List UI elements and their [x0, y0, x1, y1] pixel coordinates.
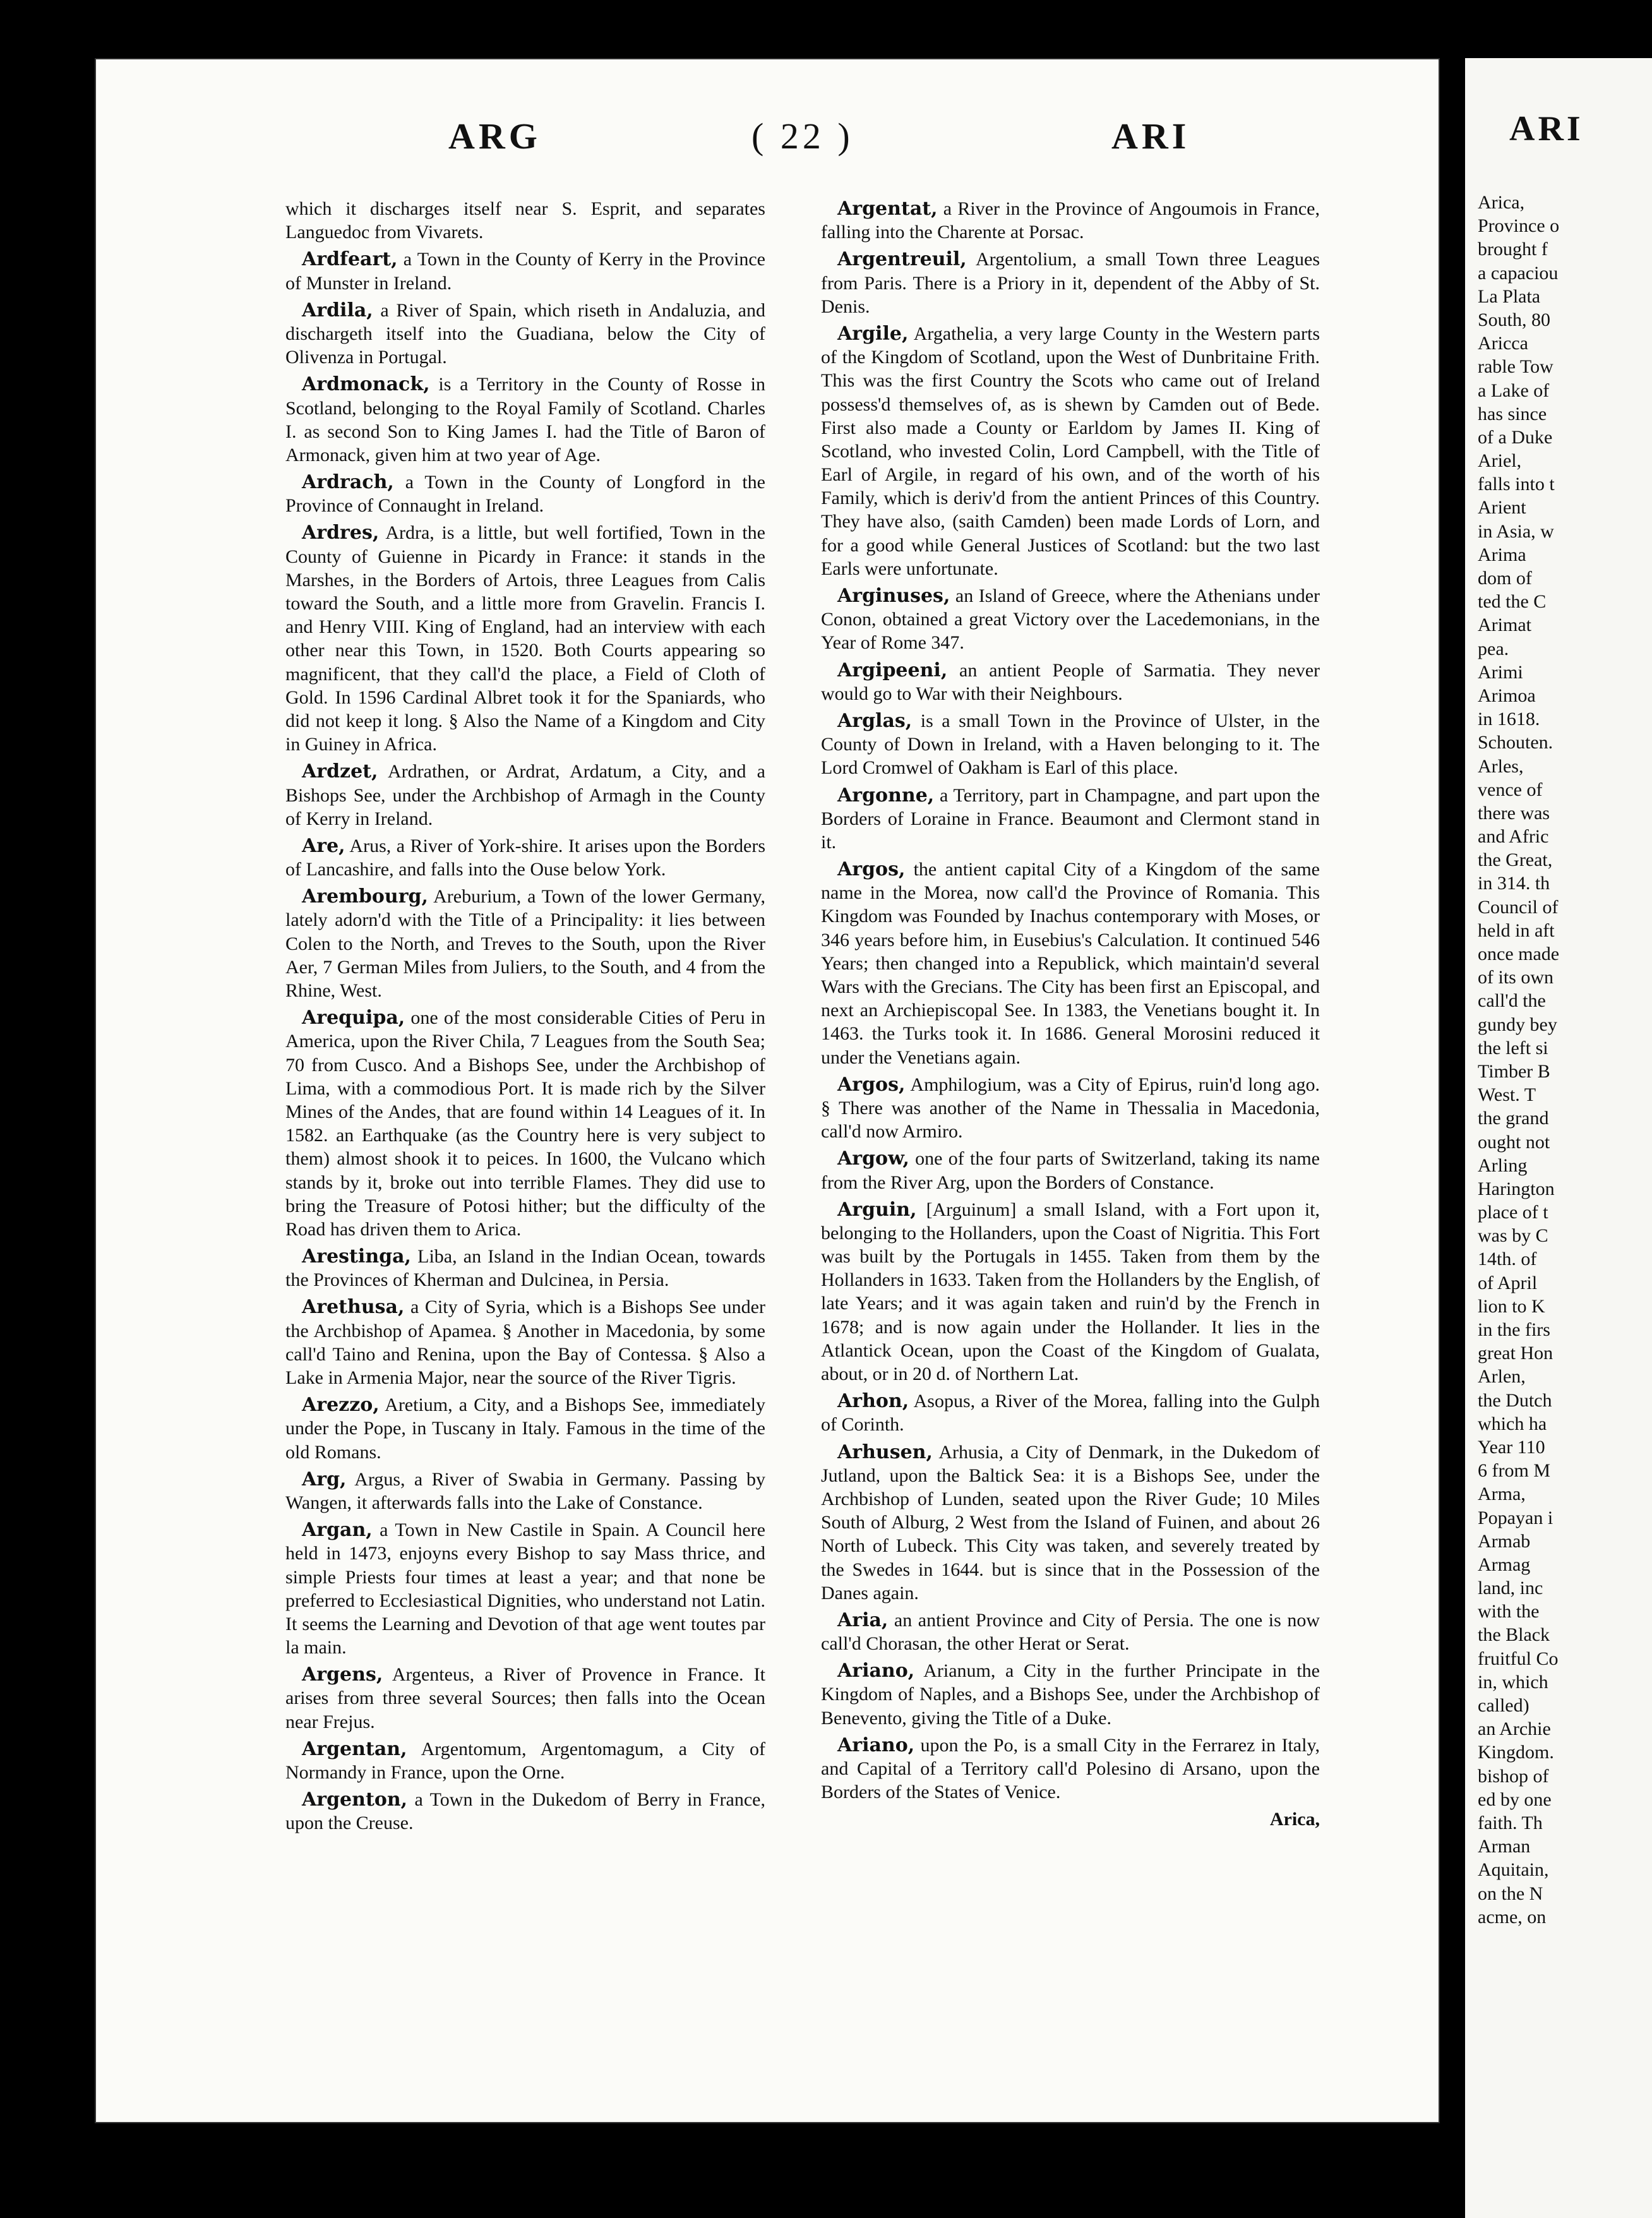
next-page-line: ought not	[1478, 1131, 1550, 1153]
next-page-line: South, 80	[1478, 309, 1551, 330]
left-column	[285, 197, 765, 1839]
dictionary-entry	[821, 709, 1320, 780]
entry-text: one of the four parts of Switzerland, taking its name from the River Arg, upon the Borders of Constance.	[821, 1148, 1320, 1193]
entry-text: Liba, an Island in the Indian Ocean, towards the Provinces of Kherman and Dulcinea, in Persia.	[285, 1246, 765, 1291]
dictionary-entry	[821, 322, 1320, 580]
entry-text: a River of Spain, which riseth in Andaluzia, and dischargeth itself into the Guadiana, below the City of Olivenza in Portugal.	[285, 299, 765, 368]
next-page-line: Year 110	[1478, 1436, 1545, 1458]
next-page-line: held in aft	[1478, 920, 1555, 941]
dictionary-entry	[821, 1659, 1320, 1730]
next-page-line: the Great,	[1478, 849, 1553, 871]
next-page-line: has since	[1478, 403, 1547, 424]
entry-text: Amphilogium, was a City of Epirus, ruin'd long ago. § There was another of the Name in Thessalia in Macedonia, call'd now Armiro.	[821, 1074, 1320, 1142]
next-page-line: land, inc	[1478, 1578, 1543, 1599]
entry-headword: Ardmonack,	[302, 373, 430, 396]
next-page-line: Schouten.	[1478, 732, 1553, 753]
entry-text: is a small Town in the Province of Ulster, in the County of Down in Ireland, with a Haven belonging to it. The Lord Cromwel of Oakham is Earl of this place.	[821, 710, 1320, 779]
next-page-line: acme, on	[1478, 1906, 1547, 1927]
next-page-line: a Lake of	[1478, 380, 1550, 401]
dictionary-entry	[821, 1734, 1320, 1804]
next-page-line: Arling	[1478, 1154, 1528, 1176]
dictionary-entry	[821, 1441, 1320, 1605]
dictionary-entry	[821, 1389, 1320, 1436]
entry-text: upon the Po, is a small City in the Ferrarez in Italy, and Capital of a Territory call'd Polesino di Arsano, upon the Borders of the States of Venice.	[821, 1734, 1320, 1803]
entry-text: which it discharges itself near S. Esprit, and separates Languedoc from Vivarets.	[285, 198, 765, 243]
entry-headword: Argenton,	[302, 1789, 408, 1811]
dictionary-entry	[285, 248, 765, 294]
next-page-line: call'd the	[1478, 990, 1546, 1012]
entry-headword: Are,	[302, 834, 345, 857]
dictionary-entry	[821, 858, 1320, 1069]
dictionary-entry	[821, 1147, 1320, 1194]
next-page-line: falls into t	[1478, 474, 1555, 495]
entry-headword: Ariano,	[837, 1660, 915, 1682]
dictionary-entry	[285, 1006, 765, 1241]
entry-text: Arus, a River of York-shire. It arises upon the Borders of Lancashire, and falls into the Ouse below York.	[285, 835, 765, 880]
next-page-line: gundy bey	[1478, 1014, 1557, 1035]
next-page-line: once made	[1478, 944, 1560, 964]
next-page-line: was by C	[1478, 1225, 1548, 1247]
next-page-running-head: ARI	[1509, 109, 1584, 148]
entry-headword: Argens,	[302, 1664, 383, 1686]
next-page-line: Kingdom.	[1478, 1742, 1554, 1763]
next-page-line: the left si	[1478, 1037, 1548, 1058]
next-page-line: there was	[1478, 802, 1550, 824]
next-page-line: in 314. th	[1478, 873, 1550, 894]
entry-text: Aretium, a City, and a Bishops See, immediately under the Pope, in Tuscany in Italy. Famous in the time of the old Romans.	[285, 1394, 765, 1463]
next-page-line: fruitful Co	[1478, 1648, 1559, 1669]
next-page-line: 6 from M	[1478, 1460, 1550, 1482]
entry-headword: Argentat,	[837, 198, 938, 220]
entry-headword: Argos,	[837, 1073, 906, 1096]
entry-headword: Ardfeart,	[302, 248, 398, 271]
entry-headword: Arequipa,	[302, 1007, 405, 1029]
next-page-line: great Hon	[1478, 1343, 1553, 1364]
next-page-line: of a Duke	[1478, 426, 1553, 448]
entry-headword: Ardzet,	[302, 760, 378, 783]
entry-text: Argentomum, Argentomagum, a City of Normandy in France, upon the Orne.	[285, 1738, 765, 1783]
next-page-line: faith. Th	[1478, 1812, 1543, 1833]
next-page-line: in the firs	[1478, 1319, 1550, 1340]
dictionary-entry	[285, 299, 765, 369]
next-page-line: the Dutch	[1478, 1389, 1552, 1411]
entry-headword: Ardila,	[302, 299, 373, 321]
entry-headword: Argile,	[837, 322, 909, 345]
next-page-line: Arimat	[1478, 614, 1531, 636]
next-page-line: Arima	[1478, 544, 1526, 565]
next-page-line: Arimoa	[1478, 685, 1536, 706]
dictionary-entry	[285, 373, 765, 467]
dictionary-entry	[285, 1393, 765, 1464]
next-page-line: of April	[1478, 1272, 1538, 1293]
dictionary-entry	[821, 1609, 1320, 1655]
next-page-line: Arlen,	[1478, 1366, 1526, 1388]
running-head-right: ARI	[1111, 116, 1190, 157]
entry-headword: Argentan,	[302, 1737, 407, 1760]
dictionary-entry	[821, 1198, 1320, 1386]
dictionary-entry	[821, 584, 1320, 655]
dictionary-entry	[285, 1245, 765, 1292]
entry-text: an antient People of Sarmatia. They never would go to War with their Neighbours.	[821, 659, 1320, 704]
dictionary-entry	[821, 784, 1320, 854]
next-page-line: Ariel,	[1478, 450, 1522, 472]
next-page-fragment	[1465, 58, 1652, 2218]
entry-headword: Arezzo,	[302, 1394, 380, 1417]
next-page-line: Popayan i	[1478, 1507, 1553, 1528]
next-page-line: of its own	[1478, 967, 1553, 988]
entry-text: Ardrathen, or Ardrat, Ardatum, a City, and a Bishops See, under the Archbishop of Armagh in the County of Kerry in Ireland.	[285, 761, 765, 829]
page-number: ( 22 )	[751, 116, 854, 157]
next-page-line: lion to K	[1478, 1295, 1545, 1317]
entry-headword: Ardrach,	[302, 471, 394, 494]
next-page-line: Aricca	[1478, 333, 1528, 354]
entry-text: Ardra, is a little, but well fortified, Town in the County of Guienne in Picardy in France: it stands in the Marshes, in the Borders of Artois, three Leagues from Calis toward the South, and a little more from Gravelin. Francis I. and Henry VIII. King of England, had an interview with each other near this Town, in 1520. Both Courts appearing so magnificent, that they call'd the place, a Field of Cloth of Gold. In 1596 Cardinal Albret took it for the Spaniards, who did not keep it long. § Also the Name of a Kingdom and City in Guiney in Africa.	[285, 522, 765, 755]
right-column	[821, 197, 1320, 1831]
next-page-line: 14th. of	[1478, 1249, 1537, 1270]
running-head	[95, 115, 1440, 184]
next-page-line: Arles,	[1478, 755, 1524, 777]
next-page-line: ted the C	[1478, 591, 1547, 613]
next-page-line: with the	[1478, 1601, 1540, 1622]
entry-text: Argentolium, a small Town three Leagues from Paris. There is a Priory in it, dependent of the Abby of St. Denis.	[821, 249, 1320, 317]
dictionary-entry	[821, 248, 1320, 318]
entry-text: a River in the Province of Angoumois in France, falling into the Charente at Porsac.	[821, 198, 1320, 243]
next-page-line: Council of	[1478, 896, 1559, 918]
next-page-line: which ha	[1478, 1413, 1547, 1434]
entry-text: the antient capital City of a Kingdom of the same name in the Morea, now call'd the Province of Romania. This Kingdom was Founded by Inachus contemporary with Moses, or 346 years before him, in Eusebius's Calculation. It continued 546 Years; then changed into a Republick, which maintain'd several Wars with the Grecians. The City has been first an Episcopal, and next an Archiepiscopal See. In 1383, the Venetians bought it. In 1463. the Turks took it. In 1686. General Morosini reduced it under the Venetians again.	[821, 859, 1320, 1068]
next-page-line: Arma,	[1478, 1484, 1526, 1505]
entry-headword: Argentreuil,	[837, 248, 967, 271]
entry-headword: Arhusen,	[837, 1441, 933, 1463]
next-page-line: Arman	[1478, 1836, 1531, 1857]
entry-headword: Argonne,	[837, 784, 935, 806]
running-head-left: ARG	[448, 116, 541, 157]
next-page-line: ed by one	[1478, 1789, 1552, 1810]
entry-headword: Arg,	[302, 1468, 347, 1490]
entry-text: an Island of Greece, where the Athenians under Conon, obtained a great Victory over the Lacedemonians, in the Year of Rome 347.	[821, 585, 1320, 654]
dictionary-entry	[285, 1737, 765, 1784]
entry-text: a Territory, part in Champagne, and part upon the Borders of Loraine in France. Beaumont and Clermont stand in it.	[821, 784, 1320, 853]
next-page-line: Armab	[1478, 1530, 1531, 1552]
entry-text: a City of Syria, which is a Bishops See under the Archbishop of Apamea. § Another in Macedonia, by some call'd Taino and Renina, upon the Bay of Contessa. § Also a Lake in Armenia Major, near the source of the River Tigris.	[285, 1297, 765, 1388]
entry-text: a Town in the County of Kerry in the Province of Munster in Ireland.	[285, 249, 765, 294]
dictionary-entry	[285, 1663, 765, 1734]
next-page-line: Province o	[1478, 215, 1560, 237]
entry-text: Arianum, a City in the further Principate in the Kingdom of Naples, and a Bishops See, under the Archbishop of Benevento, giving the Title of a Duke.	[821, 1660, 1320, 1729]
next-page-line: Timber B	[1478, 1060, 1550, 1082]
next-page-line: Aquitain,	[1478, 1859, 1549, 1881]
next-page-line: a capaciou	[1478, 262, 1559, 284]
entry-headword: Arguin,	[837, 1198, 917, 1221]
entry-headword: Aria,	[837, 1609, 889, 1631]
next-page-line: called)	[1478, 1695, 1529, 1716]
next-page-line: on the N	[1478, 1883, 1543, 1904]
next-page-line: vence of	[1478, 779, 1543, 800]
dictionary-entry	[285, 760, 765, 830]
entry-headword: Arethusa,	[302, 1296, 405, 1319]
next-page-line: brought f	[1478, 239, 1548, 260]
next-page-line: Arient	[1478, 497, 1526, 519]
entry-text: one of the most considerable Cities of Peru in America, upon the River Chila, 7 Leagues from the South Sea; 70 from Cusco. And a Bishops See, under the Archbishop of Lima, with a commodious Port. It is made rich by the Silver Mines of the Andes, that are found within 14 Leagues of it. In 1582. an Earthquake (as the Country here is very subject to them) almost shook it to peices. In 1600, the Vulcano which stands by it, broke out into terrible Flames. They did use to bring the Treasure of Potosi hither; but the difficulty of the Road has driven them to Arica.	[285, 1007, 765, 1240]
next-page-line: Armag	[1478, 1554, 1531, 1575]
entry-text: Argus, a River of Swabia in Germany. Passing by Wangen, it afterwards falls into the Lake of Constance.	[285, 1468, 765, 1513]
dictionary-entry	[285, 1468, 765, 1514]
entry-text: Argenteus, a River of Provence in France. It arises from three several Sources; then falls into the Ocean near Frejus.	[285, 1664, 765, 1732]
entry-text: a Town in the Dukedom of Berry in France, upon the Creuse.	[285, 1789, 765, 1834]
entry-headword: Arhon,	[837, 1390, 909, 1413]
next-page-line: Harington	[1478, 1178, 1555, 1199]
next-page-line: in Asia, w	[1478, 520, 1554, 542]
next-page-line: the Black	[1478, 1624, 1550, 1646]
entry-headword: Arglas,	[837, 709, 913, 732]
entry-text: a Town in the County of Longford in the Province of Connaught in Ireland.	[285, 472, 765, 517]
next-page-line: rable Tow	[1478, 356, 1553, 378]
next-page-line: dom of	[1478, 568, 1532, 589]
entry-text: [Arguinum] a small Island, with a Fort upon it, belonging to the Hollanders, upon the Coast of Nigritia. This Fort was built by the Portugals in 1455. Taken from them by the Hollanders in 1633. Taken from the Hollanders by the English, of late Years; and it was again taken and ruin'd by the French in 1678; and is now again under the Hollander. It lies in the Atlantick Ocean, upon the Coast of the Kingdom of Gualata, about, or in 20 d. of Northern Lat.	[821, 1199, 1320, 1384]
dictionary-entry	[285, 1295, 765, 1389]
next-page-line: in 1618.	[1478, 709, 1540, 730]
dictionary-entry	[285, 1518, 765, 1659]
next-page-line: in, which	[1478, 1671, 1548, 1693]
entry-text: Asopus, a River of the Morea, falling into the Gulph of Corinth.	[821, 1391, 1320, 1436]
dictionary-entry	[285, 1788, 765, 1835]
entry-headword: Ariano,	[837, 1734, 915, 1756]
entry-headword: Argos,	[837, 858, 906, 881]
dictionary-entry	[821, 659, 1320, 705]
page-22	[95, 58, 1440, 2123]
next-page-line: place of t	[1478, 1202, 1548, 1223]
entry-headword: Ardres,	[302, 522, 380, 544]
entry-headword: Argow,	[837, 1148, 909, 1170]
next-page-line: bishop of	[1478, 1765, 1549, 1787]
next-page-line: pea.	[1478, 638, 1509, 659]
next-page-line: Arimi	[1478, 661, 1523, 683]
entry-headword: Argan,	[302, 1519, 373, 1542]
entry-headword: Argipeeni,	[837, 659, 948, 681]
entry-text: Arhusia, a City of Denmark, in the Dukedom of Jutland, upon the Baltick Sea: it is a Bishops See, under the Archbishop of Lunden, seated upon the River Gude; 10 Miles South of Alburg, 2 West from the Island of Fuinen, and about 26 North of Lubeck. This City was taken, and severely treated by the Swedes in 1644. but is since that in the Possession of the Danes again.	[821, 1441, 1320, 1604]
next-page-line: and Afric	[1478, 826, 1549, 848]
entry-text: an antient Province and City of Persia. The one is now call'd Chorasan, the other Herat or Serat.	[821, 1609, 1320, 1655]
entry-text: Areburium, a Town of the lower Germany, lately adorn'd with the Title of a Principality: it lies between Colen to the North, and Treves to the South, upon the River Aer, 7 German Miles from Juliers, to the South, and 4 from the Rhine, West.	[285, 886, 765, 1001]
dictionary-entry	[821, 1073, 1320, 1144]
dictionary-entry	[285, 521, 765, 756]
next-page-line: La Plata	[1478, 285, 1541, 307]
entry-text: Argathelia, a very large County in the Western parts of the Kingdom of Scotland, upon the West of Dunbritaine Frith. This was the first Country the Scots who came out of Ireland possess'd themselves of, as is shewn by Camden out of Bede. First also made a County or Earldom by James II. King of Scotland, who invested Colin, Lord Campbell, with the Title of Earl of Argile, in regard of his own, and of the worth of his Family, which is deriv'd from the antient Princes of this Country. They have also, (saith Camden) been made Lords of Lorn, and for a good while General Justices of Scotland: but the two last Earls were unfortunate.	[821, 323, 1320, 579]
dictionary-entry	[285, 197, 765, 244]
next-page-line: the grand	[1478, 1108, 1549, 1129]
entry-headword: Arestinga,	[302, 1245, 411, 1268]
dictionary-entry	[285, 834, 765, 881]
next-page-line: Arica,	[1478, 192, 1525, 213]
next-page-line: an Archie	[1478, 1718, 1551, 1740]
next-page-column	[1478, 191, 1652, 1929]
catchword: Arica,	[1269, 1809, 1320, 1830]
entry-headword: Arginuses,	[837, 585, 950, 607]
dictionary-entry	[821, 197, 1320, 244]
entry-headword: Arembourg,	[302, 885, 428, 908]
next-page-line: West. T	[1478, 1084, 1536, 1106]
entry-text: a Town in New Castile in Spain. A Council here held in 1473, enjoyns every Bishop to say Mass thrice, and simple Priests four times at least a year; and that none be preferred to Ecclesiastical Dignities, who understand not Latin. It seems the Learning and Devotion of that age went toutes par la main.	[285, 1520, 765, 1658]
entry-text: is a Territory in the County of Rosse in Scotland, belonging to the Royal Family of Scotland. Charles I. as second Son to King James I. had the Title of Baron of Armonack, given him at two year of Age.	[285, 374, 765, 465]
dictionary-entry	[285, 471, 765, 517]
dictionary-entry	[285, 885, 765, 1002]
